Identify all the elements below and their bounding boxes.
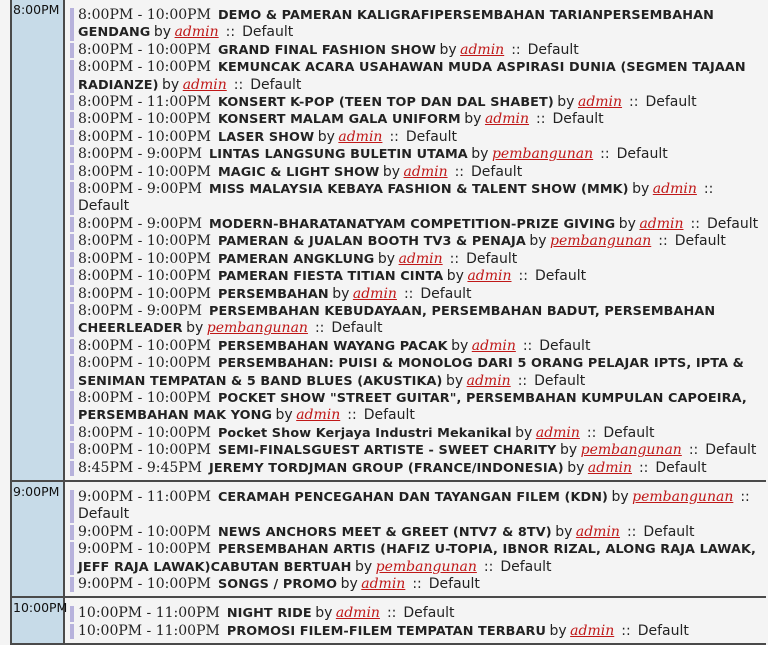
author-link[interactable]: admin [460, 41, 505, 58]
separator: :: [586, 424, 597, 441]
event-category: Default [428, 576, 480, 592]
separator: :: [449, 250, 460, 267]
separator: :: [621, 622, 631, 639]
event-category: Default [331, 320, 383, 337]
event-time: 9:00PM - 10:00PM [78, 523, 211, 540]
author-link[interactable]: pembangunan [491, 146, 594, 163]
event-color-bar [70, 8, 74, 41]
author-link[interactable]: admin [467, 268, 512, 285]
by-label: by [153, 24, 172, 41]
event-item [70, 7, 766, 42]
event-item [70, 94, 766, 111]
event-item [70, 524, 766, 541]
separator: :: [386, 605, 397, 622]
by-label: by [555, 523, 573, 540]
separator: :: [536, 111, 546, 128]
event-time: 8:00PM - 10:00PM [78, 285, 211, 302]
event-category: Default [527, 41, 579, 58]
by-label: by [464, 111, 482, 128]
separator: :: [629, 94, 639, 111]
event-time: 9:00PM - 10:00PM [78, 576, 211, 592]
separator: :: [690, 215, 700, 232]
event-item [70, 42, 766, 59]
by-label: by [162, 76, 180, 93]
separator: :: [454, 163, 465, 180]
event-color-bar [70, 426, 74, 441]
author-link[interactable]: pembangunan [550, 233, 652, 250]
event-color-bar [70, 606, 74, 621]
event-item [70, 623, 766, 640]
event-color-bar [70, 95, 74, 110]
event-title-link[interactable]: Pocket Show Kerjaya Industri Mekanikal [217, 425, 512, 441]
author-link[interactable]: pembangunan [206, 320, 308, 337]
author-link[interactable]: pembangunan [580, 442, 682, 459]
event-title-link[interactable]: LINTAS LANGSUNG BULETIN UTAMA [209, 147, 468, 163]
event-category: Default [242, 24, 294, 41]
event-item [70, 268, 766, 285]
event-time: 8:00PM - 11:00PM [78, 94, 211, 111]
calendar-day-view [10, 0, 766, 645]
event-item [70, 425, 766, 442]
hour-label: 8:00PM [10, 0, 65, 480]
event-time: 8:00PM - 10:00PM [78, 163, 211, 180]
author-link[interactable]: admin [398, 250, 443, 267]
event-category: Default [643, 523, 695, 540]
event-category: Default [466, 250, 518, 267]
by-label: by [340, 576, 358, 592]
event-item [70, 164, 766, 181]
event-time: 8:00PM - 10:00PM [78, 59, 211, 76]
event-time: 8:00PM - 10:00PM [78, 389, 211, 406]
event-title-link[interactable]: NEWS ANCHORS MEET & GREET (NTV7 & 8TV) [217, 524, 552, 540]
event-item [70, 303, 766, 338]
event-category: Default [500, 558, 552, 575]
separator: :: [389, 128, 399, 145]
separator: :: [412, 576, 422, 592]
event-time: 8:00PM - 9:00PM [78, 215, 203, 232]
event-title-link[interactable]: CERAMAH PENCEGAHAN DAN TAYANGAN FILEM (KDN) [217, 489, 608, 505]
event-color-bar [70, 461, 74, 476]
event-item [70, 111, 766, 128]
by-label: by [618, 215, 636, 232]
event-category: Default [403, 605, 455, 622]
event-category: Default [645, 94, 697, 111]
author-link[interactable]: admin [403, 163, 448, 180]
author-link[interactable]: admin [587, 459, 632, 476]
event-title-link[interactable]: POCKET SHOW "STREET GUITAR", PERSEMBAHAN KUMPULAN CAPOEIRA, PERSEMBAHAN MAK YONG [78, 390, 747, 424]
event-time: 9:00PM - 11:00PM [78, 488, 211, 505]
event-color-bar [70, 443, 74, 458]
author-link[interactable]: admin [182, 76, 227, 93]
separator: :: [626, 523, 637, 540]
event-title-link[interactable]: KONSERT MALAM GALA UNIFORM [217, 112, 461, 128]
event-time: 9:00PM - 10:00PM [78, 541, 211, 558]
event-time: 10:00PM - 11:00PM [78, 605, 220, 622]
event-item [70, 233, 766, 250]
event-item [70, 286, 766, 303]
event-color-bar [70, 60, 74, 93]
event-title-link[interactable]: PROMOSI FILEM-FILEM TEMPATAN TERBARU [226, 623, 546, 639]
event-time: 8:00PM - 10:00PM [78, 128, 211, 145]
event-title-link[interactable]: DEMO & PAMERAN KALIGRAFIPERSEMBAHAN TARIANPERSEMBAHAN GENDANG [78, 8, 714, 41]
separator: :: [511, 41, 521, 58]
event-category: Default [250, 76, 302, 93]
event-list [65, 0, 766, 480]
separator: :: [483, 558, 494, 575]
event-category: Default [637, 622, 689, 639]
event-time: 10:00PM - 11:00PM [78, 622, 220, 639]
by-label: by [611, 488, 629, 505]
author-link[interactable]: admin [174, 24, 219, 41]
event-item [70, 460, 766, 477]
event-color-bar [70, 112, 74, 127]
event-time: 8:00PM - 10:00PM [78, 442, 211, 459]
by-label: by [317, 128, 335, 145]
by-label: by [529, 233, 547, 250]
by-label: by [354, 558, 373, 575]
event-title-link[interactable]: SEMI-FINALSGUEST ARTISTE - SWEET CHARITY [217, 443, 557, 459]
event-time: 8:00PM - 9:00PM [78, 146, 203, 163]
separator: :: [600, 146, 610, 163]
event-time: 8:00PM - 10:00PM [78, 268, 211, 285]
event-category: Default [706, 215, 759, 232]
event-list [65, 598, 766, 643]
event-category: Default [420, 285, 472, 302]
author-link[interactable]: admin [338, 128, 383, 145]
event-item [70, 216, 766, 233]
author-link[interactable]: admin [484, 111, 530, 128]
event-time: 8:00PM - 10:00PM [78, 337, 211, 354]
event-color-bar [70, 252, 74, 267]
by-label: by [632, 181, 650, 198]
event-category: Default [534, 372, 586, 389]
separator: :: [703, 181, 714, 198]
event-category: Default [78, 198, 130, 215]
event-category: Default [534, 268, 587, 285]
event-time: 8:45PM - 9:45PM [78, 459, 203, 476]
event-time: 8:00PM - 9:00PM [78, 302, 203, 319]
event-title-link[interactable]: NIGHT RIDE [226, 606, 312, 622]
author-link[interactable]: admin [361, 576, 406, 592]
event-title-link[interactable]: PERSEMBAHAN ARTIS (HAFIZ U-TOPIA, IBNOR RIZAL, ALONG RAJA LAWAK, JEFF RAJA LAWAK)CABUTAN BERTUAH [78, 542, 756, 575]
event-title-link[interactable]: LASER SHOW [217, 129, 315, 145]
event-color-bar [70, 234, 74, 249]
event-color-bar [70, 490, 74, 523]
event-time: 8:00PM - 10:00PM [78, 7, 211, 23]
event-list [65, 482, 766, 596]
separator: :: [522, 337, 533, 354]
separator: :: [740, 488, 750, 505]
event-category: Default [363, 407, 415, 424]
event-item [70, 541, 766, 576]
event-item [70, 146, 766, 163]
by-label: by [471, 146, 489, 163]
event-color-bar [70, 577, 74, 592]
by-label: by [186, 320, 204, 337]
event-category: Default [471, 163, 523, 180]
event-title-link[interactable]: JEREMY TORDJMAN GROUP (FRANCE/INDONESIA) [209, 460, 564, 476]
author-link[interactable]: admin [296, 407, 341, 424]
by-label: by [377, 250, 396, 267]
author-link[interactable]: admin [570, 622, 615, 639]
separator: :: [518, 268, 528, 285]
event-item [70, 129, 766, 146]
author-link[interactable]: admin [639, 215, 684, 232]
hour-label: 10:00PM [10, 598, 65, 643]
event-title-link[interactable]: MAGIC & LIGHT SHOW [217, 164, 380, 180]
event-color-bar [70, 304, 74, 337]
separator: :: [658, 233, 668, 250]
hour-row [10, 482, 766, 598]
event-category: Default [78, 506, 130, 523]
event-title-link[interactable]: KEMUNCAK ACARA USAHAWAN MUDA ASPIRASI DUNIA (SEGMEN TAJAAN RADIANZE) [78, 60, 746, 93]
event-time: 8:00PM - 9:00PM [78, 181, 203, 198]
event-item [70, 390, 766, 425]
event-title-link[interactable]: MODERN-BHARATANATYAM COMPETITION-PRIZE GIVING [209, 216, 616, 232]
author-link[interactable]: admin [466, 372, 511, 389]
by-label: by [332, 285, 350, 302]
separator: :: [233, 76, 244, 93]
by-label: by [382, 163, 401, 180]
event-item [70, 338, 766, 355]
author-link[interactable]: pembangunan [632, 488, 734, 505]
event-color-bar [70, 391, 74, 424]
event-category: Default [552, 111, 604, 128]
separator: :: [517, 372, 528, 389]
event-item [70, 355, 766, 390]
by-label: by [515, 424, 533, 441]
event-title-link[interactable]: PAMERAN & JUALAN BOOTH TV3 & PENAJA [217, 234, 526, 250]
hour-row [10, 598, 766, 645]
event-title-link[interactable]: MISS MALAYSIA KEBAYA FASHION & TALENT SHOW (MMK) [209, 182, 629, 198]
event-title-link[interactable]: SONGS / PROMO [217, 577, 338, 592]
event-color-bar [70, 542, 74, 575]
event-category: Default [674, 233, 726, 250]
by-label: by [275, 407, 293, 424]
by-label: by [451, 337, 469, 354]
event-category: Default [603, 424, 655, 441]
event-title-link[interactable]: KONSERT K-POP (TEEN TOP DAN DAL SHABET) [217, 95, 554, 111]
separator: :: [225, 24, 236, 41]
event-color-bar [70, 217, 74, 232]
author-link[interactable]: admin [471, 337, 516, 354]
by-label: by [315, 605, 333, 622]
event-time: 8:00PM - 10:00PM [78, 355, 211, 372]
event-category: Default [539, 337, 591, 354]
author-link[interactable]: admin [652, 181, 697, 198]
by-label: by [439, 41, 457, 58]
event-time: 8:00PM - 10:00PM [78, 250, 211, 267]
event-item [70, 251, 766, 268]
separator: :: [347, 407, 357, 424]
event-item [70, 576, 766, 593]
event-color-bar [70, 356, 74, 389]
by-label: by [445, 372, 464, 389]
event-time: 8:00PM - 10:00PM [78, 424, 211, 441]
event-category: Default [616, 146, 668, 163]
by-label: by [557, 94, 575, 111]
author-link[interactable]: pembangunan [375, 558, 477, 575]
event-time: 8:00PM - 10:00PM [78, 41, 211, 58]
event-item [70, 59, 766, 94]
event-category: Default [655, 459, 707, 476]
by-label: by [446, 268, 464, 285]
by-label: by [559, 442, 578, 459]
author-link[interactable]: admin [575, 523, 620, 540]
event-title-link[interactable]: PAMERAN FIESTA TITIAN CINTA [217, 269, 444, 285]
event-color-bar [70, 624, 74, 639]
event-item [70, 181, 766, 216]
event-title-link[interactable]: PERSEMBAHAN: PUISI & MONOLOG DARI 5 ORANG PELAJAR IPTS, IPTA & SENIMAN TEMPATAN & 5 BAND BLUES (AKUSTIKA) [78, 356, 744, 389]
event-category: Default [705, 442, 757, 459]
hour-label: 9:00PM [10, 482, 65, 596]
event-item [70, 605, 766, 622]
author-link[interactable]: admin [577, 94, 623, 111]
event-color-bar [70, 182, 74, 215]
event-item [70, 442, 766, 459]
event-title-link[interactable]: PERSEMBAHAN WAYANG PACAK [217, 338, 448, 354]
by-label: by [567, 459, 585, 476]
event-time: 8:00PM - 10:00PM [78, 111, 211, 128]
event-title-link[interactable]: PERSEMBAHAN [217, 286, 329, 302]
event-color-bar [70, 165, 74, 180]
event-color-bar [70, 287, 74, 302]
event-time: 8:00PM - 10:00PM [78, 233, 211, 250]
separator: :: [403, 285, 414, 302]
event-title-link[interactable]: PAMERAN ANGKLUNG [217, 251, 375, 267]
author-link[interactable]: admin [352, 285, 397, 302]
hour-row [10, 0, 766, 482]
event-color-bar [70, 339, 74, 354]
event-item [70, 489, 766, 524]
event-category: Default [405, 128, 458, 145]
by-label: by [549, 622, 567, 639]
event-color-bar [70, 43, 74, 58]
separator: :: [314, 320, 325, 337]
event-color-bar [70, 525, 74, 540]
event-title-link[interactable]: GRAND FINAL FASHION SHOW [217, 42, 436, 58]
event-color-bar [70, 147, 74, 162]
author-link[interactable]: admin [535, 424, 580, 441]
separator: :: [638, 459, 649, 476]
event-title-link[interactable]: PERSEMBAHAN KEBUDAYAAN, PERSEMBAHAN BADUT, PERSEMBAHAN CHEERLEADER [78, 303, 716, 337]
event-color-bar [70, 269, 74, 284]
event-color-bar [70, 130, 74, 145]
separator: :: [688, 442, 699, 459]
author-link[interactable]: admin [335, 605, 380, 622]
